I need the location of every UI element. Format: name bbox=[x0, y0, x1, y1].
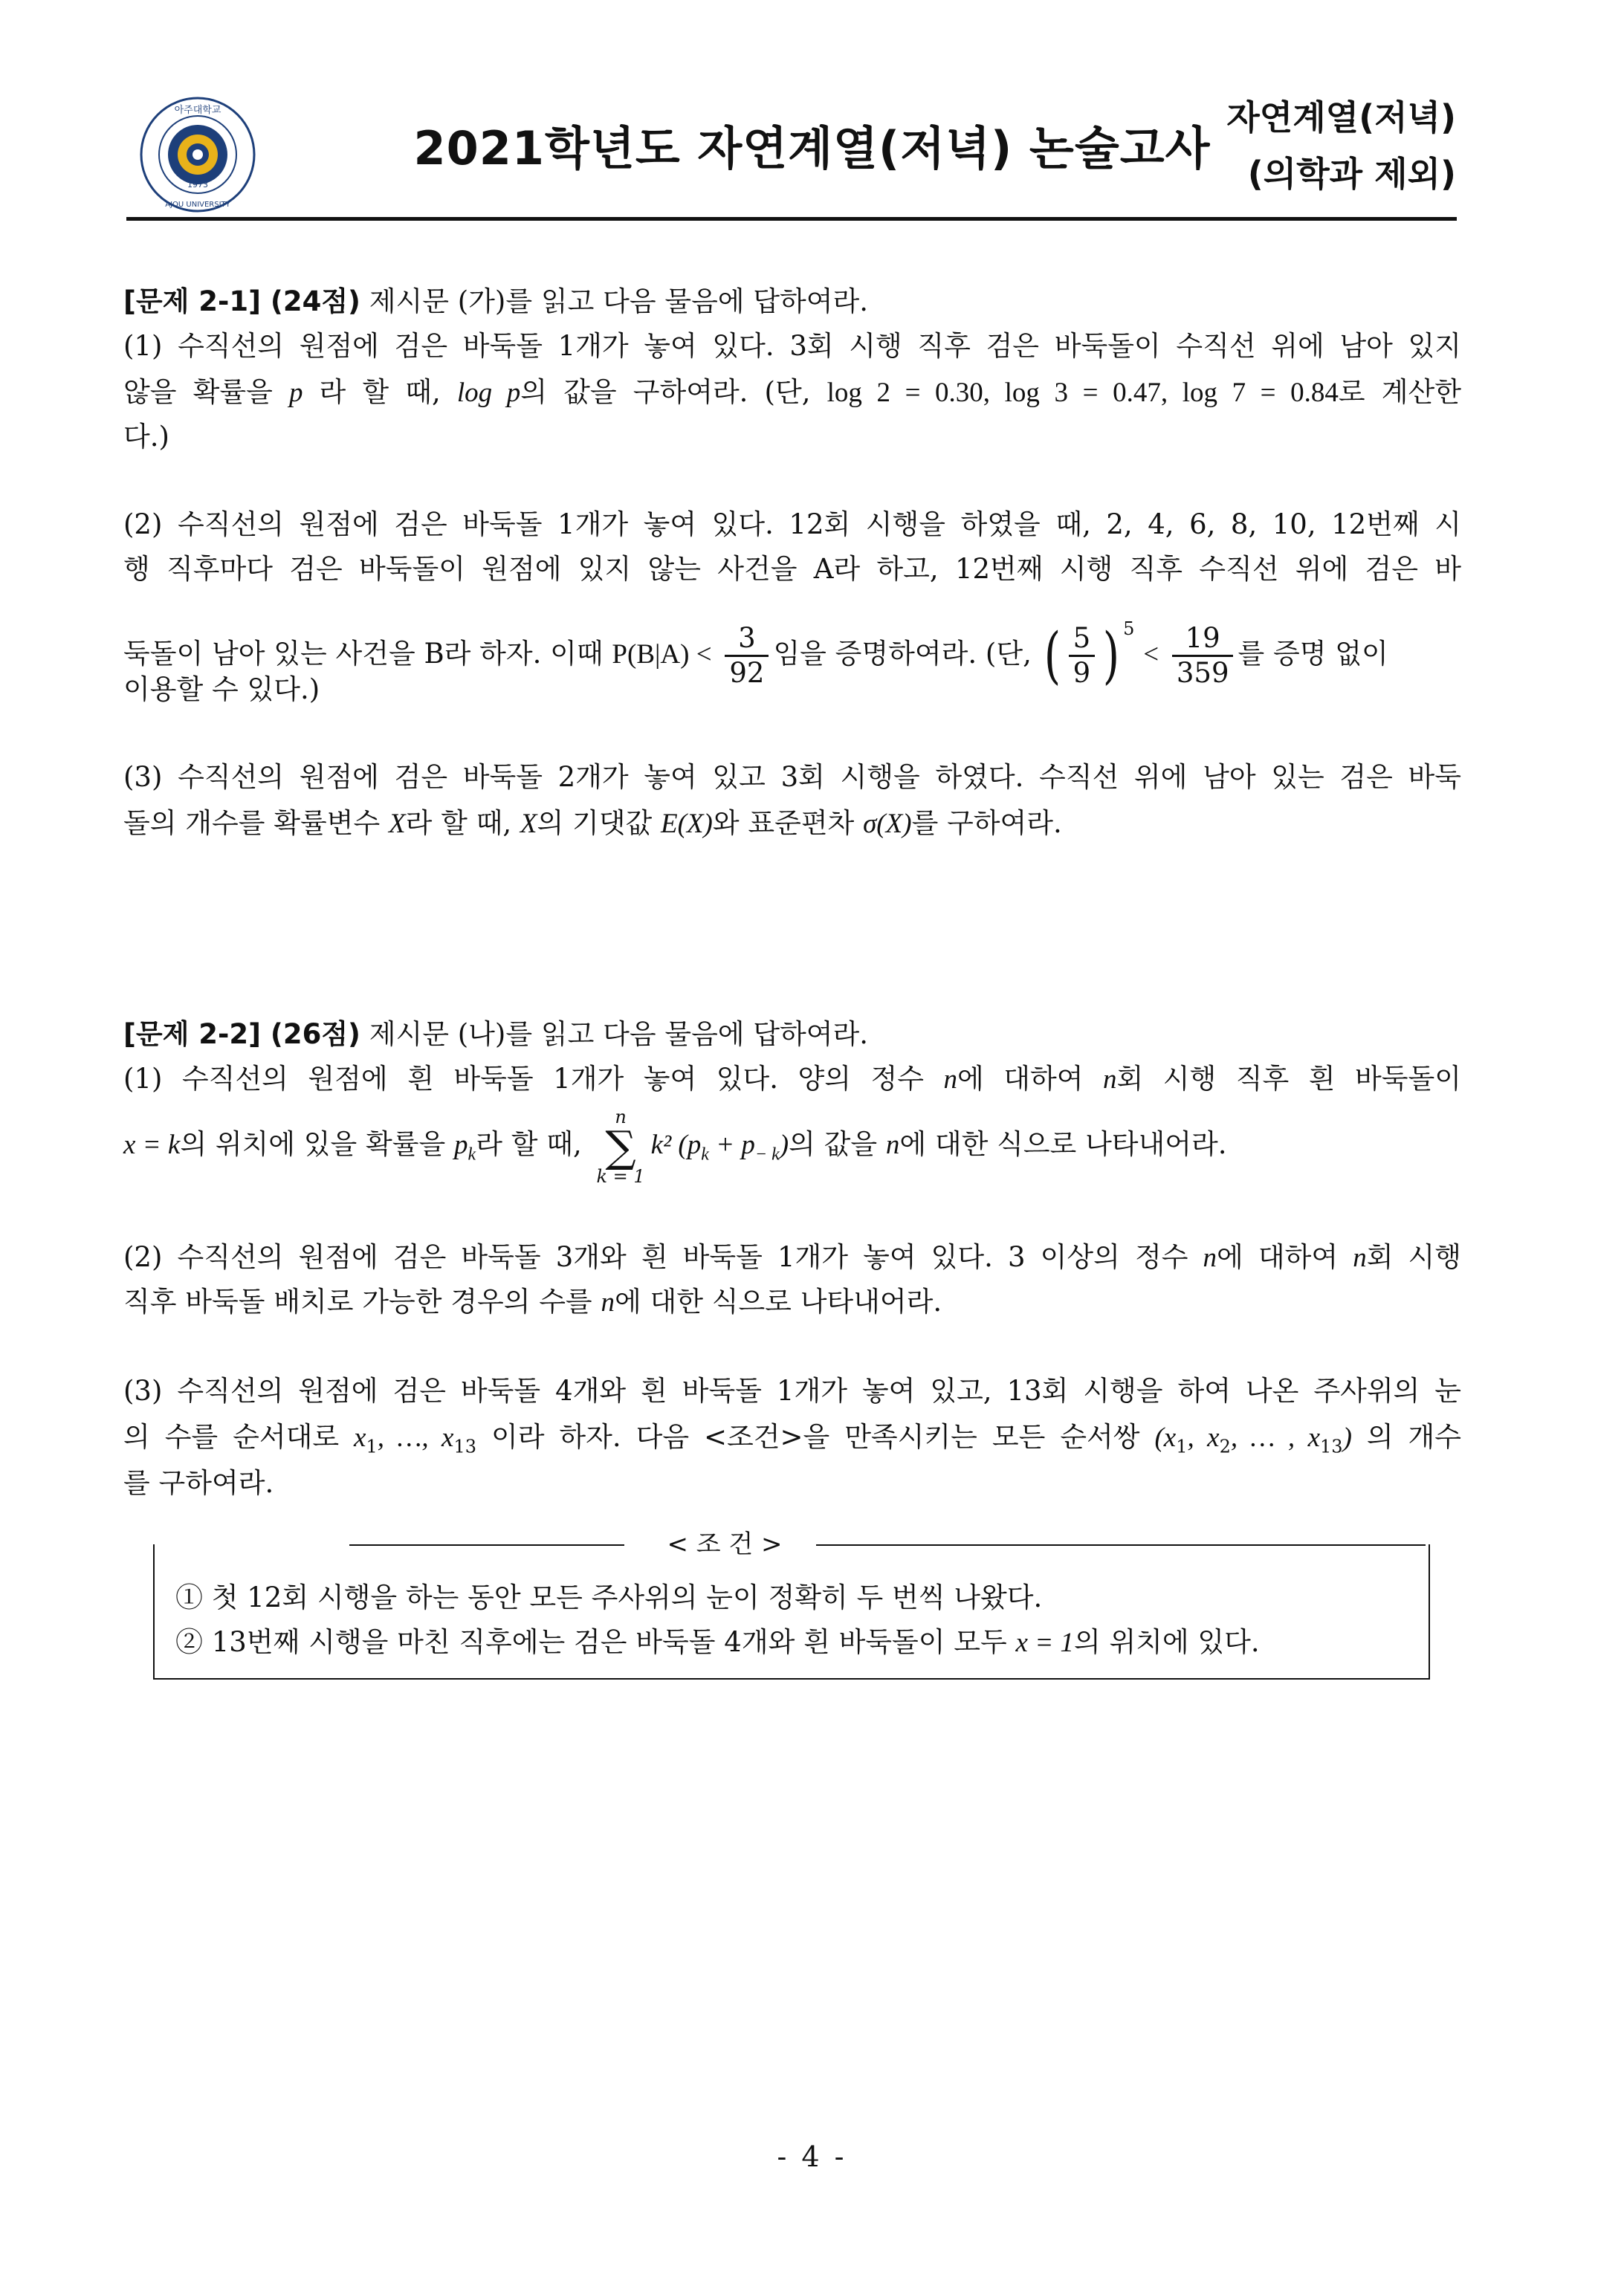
svg-text:아주대학교: 아주대학교 bbox=[174, 105, 221, 116]
q3-line2: 돌의 개수를 확률변수 X라 할 때, X의 기댓값 E(X)와 표준편차 σ(X)를 구하여라. bbox=[123, 807, 1062, 839]
fraction-19-over-359: $\frac{19}{359}$ bbox=[1172, 622, 1234, 690]
problem-2-1-intro: 제시문 (가)를 읽고 다음 물음에 답하여라. bbox=[360, 285, 869, 317]
p2-q1-line1: (1) 수직선의 원점에 흰 바둑돌 1개가 놓여 있다. 양의 정수 n에 대하여 n회 시행 직후 흰 바둑돌이 bbox=[123, 1063, 1461, 1095]
condition-item-1: ① 첫 12회 시행을 하는 동안 모든 주사위의 눈이 정확히 두 번씩 나왔다. bbox=[175, 1581, 1043, 1613]
condition-item-2: ② 13번째 시행을 마친 직후에는 검은 바둑돌 4개와 흰 바둑돌이 모두 x = 1의 위치에 있다. bbox=[175, 1626, 1260, 1658]
p2-q3-line1: (3) 수직선의 원점에 검은 바둑돌 4개와 흰 바둑돌 1개가 놓여 있고, 13회 시행을 하여 나온 주사위의 눈 bbox=[123, 1375, 1461, 1407]
p2-q3-line2: 의 수를 순서대로 $x_1$, …, $x_{13}$ 이라 하자. 다음 <조건>을 만족시키는 모든 순서쌍 ($x_1$, $x_2$, … , $x_{13}$) 의 개수 bbox=[123, 1421, 1462, 1457]
svg-text:AJOU UNIVERSITY: AJOU UNIVERSITY bbox=[165, 201, 230, 209]
category-exclusion-label: (의학과 제외) bbox=[1247, 154, 1456, 194]
q1-line1: (1) 수직선의 원점에 검은 바둑돌 1개가 놓여 있다. 3회 시행 직후 검은 바둑돌이 수직선 위에 남아 있지 bbox=[123, 330, 1461, 362]
q2-line1: (2) 수직선의 원점에 검은 바둑돌 1개가 놓여 있다. 12회 시행을 하였을 때, 2, 4, 6, 8, 10, 12번째 시 bbox=[123, 508, 1461, 540]
fraction-3-over-92: $\frac{3}{92}$ bbox=[725, 622, 769, 690]
q1-line2: 않을 확률을 p 라 할 때, log p의 값을 구하여라. (단, log 2 = 0.30, log 3 = 0.47, log 7 = 0.84로 계산한 bbox=[123, 376, 1461, 408]
condition-box-top-left-border bbox=[349, 1544, 624, 1546]
q2-line4: 이용할 수 있다.) bbox=[123, 673, 320, 705]
p2-q2-line2: 직후 바둑돌 배치로 가능한 경우의 수를 n에 대한 식으로 나타내어라. bbox=[123, 1286, 942, 1318]
header-divider bbox=[126, 217, 1457, 221]
p2-q3-line3: 를 구하여라. bbox=[123, 1467, 274, 1499]
problem-2-2-intro: 제시문 (나)를 읽고 다음 물음에 답하여라. bbox=[360, 1018, 869, 1050]
page-number: - 4 - bbox=[777, 2140, 847, 2173]
category-label: 자연계열(저녁) bbox=[1226, 97, 1456, 137]
condition-title: < 조 건 > bbox=[647, 1524, 803, 1560]
q1-line3: 다.) bbox=[123, 421, 169, 453]
svg-text:1973: 1973 bbox=[187, 180, 208, 190]
q2-line3: 둑돌이 남아 있는 사건을 B라 하자. 이때 P(B|A) < $\frac{3}{92}$ 임을 증명하여라. (단, ( $\frac{5}{9}$ ) $^5$ < $\frac{19}{359}$ 를 증명 없이 bbox=[123, 618, 1388, 691]
problem-2-2-heading bbox=[123, 1012, 1461, 1057]
problem-2-2-label: [문제 2-2] (26점) bbox=[123, 1018, 360, 1050]
p2-q2-line1: (2) 수직선의 원점에 검은 바둑돌 3개와 흰 바둑돌 1개가 놓여 있다. 3 이상의 정수 n에 대하여 n회 시행 bbox=[123, 1241, 1461, 1273]
exam-title: 2021학년도 자연계열(저녁) 논술고사 bbox=[413, 121, 1211, 175]
problem-2-1-heading bbox=[123, 279, 1461, 324]
condition-box-top-right-border bbox=[816, 1544, 1426, 1546]
q2-line2: 행 직후마다 검은 바둑돌이 원점에 있지 않는 사건을 A라 하고, 12번째 시행 직후 수직선 위에 검은 바 bbox=[123, 553, 1461, 585]
q3-line1: (3) 수직선의 원점에 검은 바둑돌 2개가 놓여 있고 3회 시행을 하였다. 수직선 위에 남아 있는 검은 바둑 bbox=[123, 761, 1461, 793]
fraction-5-over-9: $\frac{5}{9}$ bbox=[1069, 622, 1096, 690]
p2-q1-line2: x = k의 위치에 있을 확률을 $p_k$라 할 때, n ∑ k = 1 k² $(p_k + p_{- k})$의 값을 n에 대한 식으로 나타내어라. bbox=[123, 1106, 1227, 1187]
problem-2-1-label: [문제 2-1] (24점) bbox=[123, 285, 360, 317]
summation-symbol: n ∑ k = 1 bbox=[596, 1106, 645, 1187]
